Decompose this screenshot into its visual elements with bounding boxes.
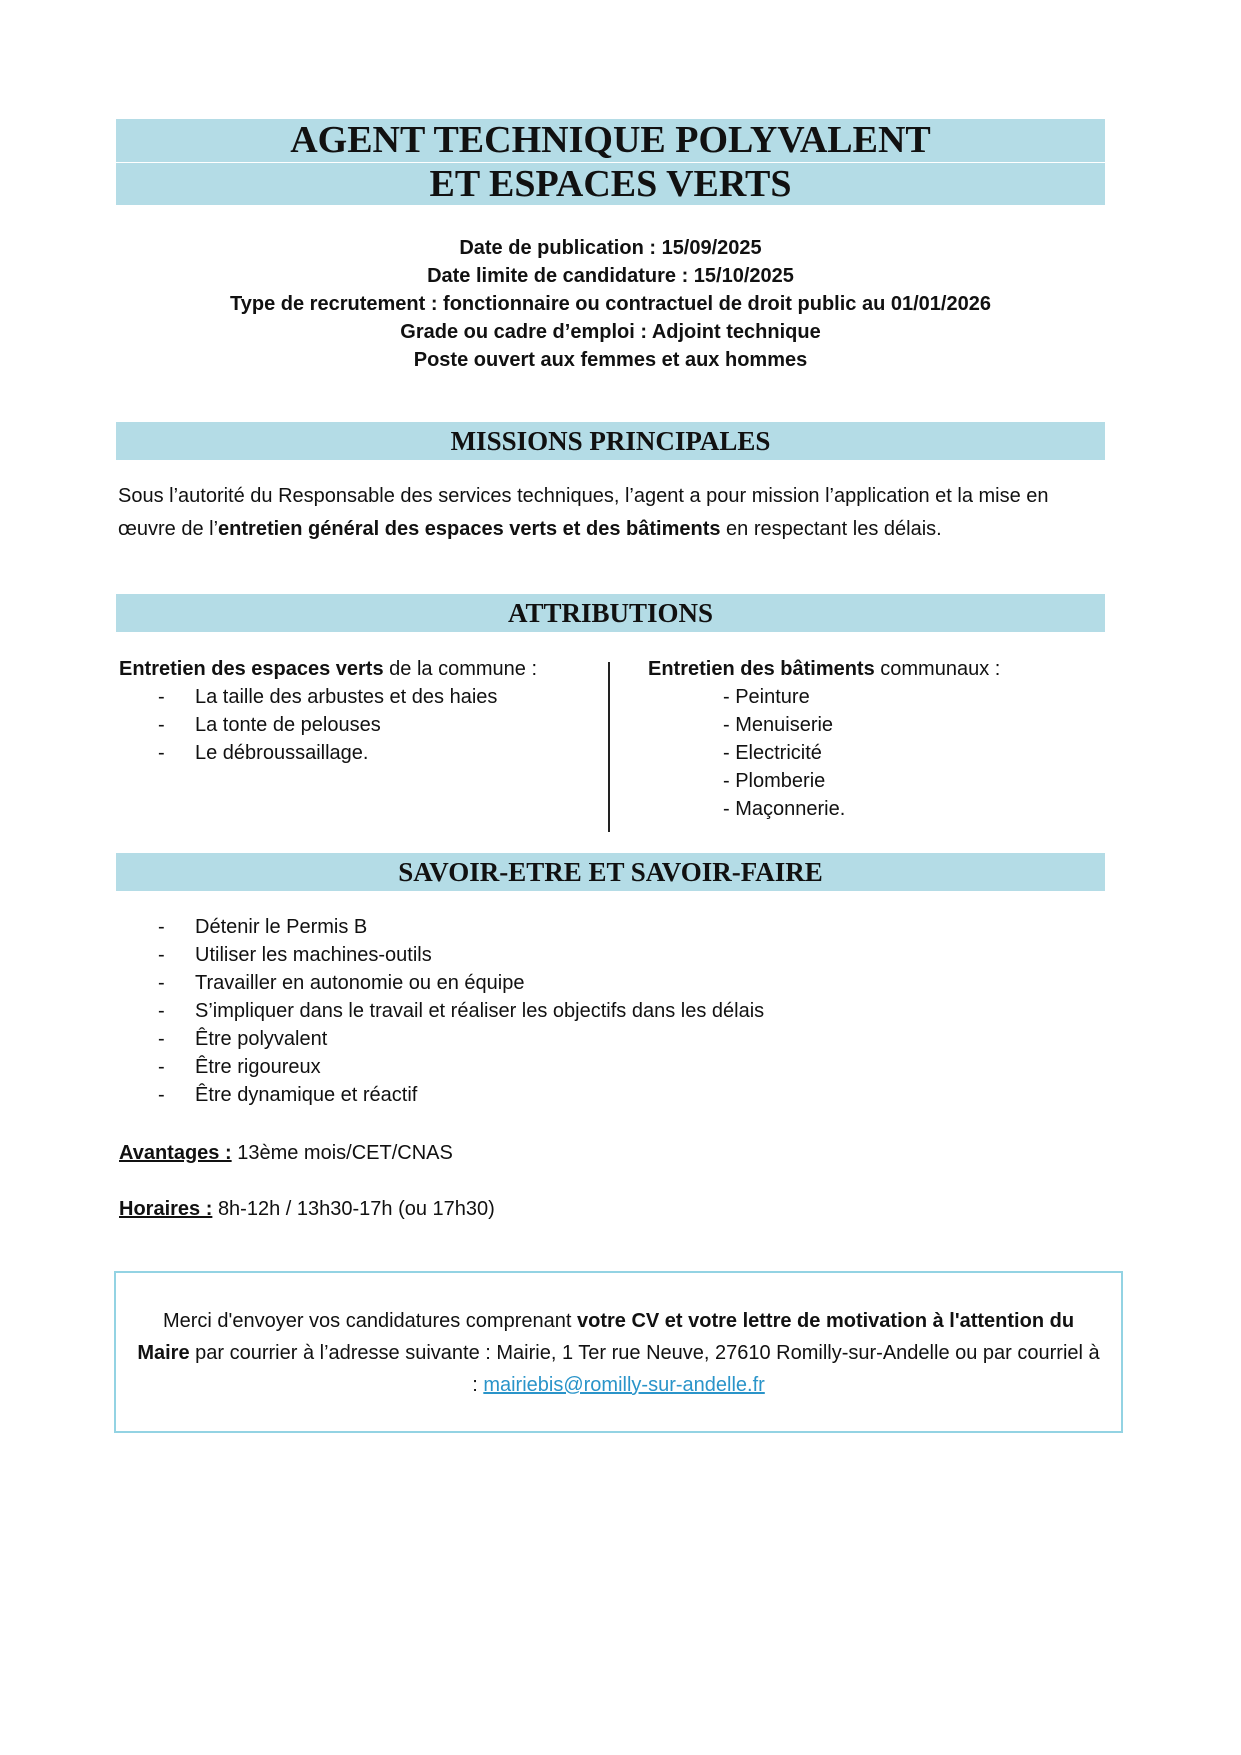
list-item: - La taille des arbustes et des haies	[158, 686, 498, 708]
buildings-column	[648, 655, 1088, 823]
title-line-1: AGENT TECHNIQUE POLYVALENT	[116, 119, 1105, 163]
hours-label: Horaires :	[119, 1198, 213, 1220]
email-link[interactable]: mairiebis@romilly-sur-andelle.fr	[483, 1374, 765, 1396]
list-item: - Être rigoureux	[158, 1056, 321, 1078]
missions-text-bold: entretien général des espaces verts et des bâtiments	[218, 518, 721, 540]
green-spaces-list	[119, 683, 589, 767]
list-item: - Peinture	[723, 686, 810, 708]
list-item: - Détenir le Permis B	[158, 916, 368, 938]
buildings-list	[648, 683, 1088, 823]
list-item: - Menuiserie	[723, 714, 834, 736]
list-item: - La tonte de pelouses	[158, 714, 381, 736]
list-item: - S’impliquer dans le travail et réaliser les objectifs dans les délais	[158, 1000, 765, 1022]
hours-line	[119, 1198, 495, 1221]
green-spaces-title-bold: Entretien des espaces verts	[119, 658, 384, 680]
buildings-title	[648, 655, 1088, 683]
contact-bold: votre CV et votre lettre de motivation à l'attention du Maire	[137, 1310, 1075, 1364]
list-item: - Travailler en autonomie ou en équipe	[158, 972, 525, 994]
publication-date: Date de publication : 15/09/2025	[459, 237, 762, 259]
contact-text	[116, 1305, 1121, 1401]
attributions-heading: ATTRIBUTIONS	[116, 594, 1105, 632]
benefits-label: Avantages :	[119, 1142, 232, 1164]
skills-list	[119, 913, 764, 1109]
column-divider	[608, 662, 610, 832]
list-item: - Maçonnerie.	[723, 798, 846, 820]
buildings-title-bold: Entretien des bâtiments	[648, 658, 875, 680]
missions-heading: MISSIONS PRINCIPALES	[116, 422, 1105, 460]
grade: Grade ou cadre d’emploi : Adjoint technique	[400, 321, 821, 343]
list-item: - Plomberie	[723, 770, 826, 792]
contact-box	[114, 1271, 1123, 1433]
job-meta	[116, 234, 1105, 374]
green-spaces-title-rest: de la commune :	[383, 658, 538, 680]
recruitment-type: Type de recrutement : fonctionnaire ou contractuel de droit public au 01/01/2026	[230, 293, 991, 315]
title-line-2: ET ESPACES VERTS	[429, 163, 792, 205]
list-item: - Le débroussaillage.	[158, 742, 369, 764]
list-item: - Electricité	[723, 742, 822, 764]
benefits-line	[119, 1142, 453, 1165]
hours-value: 8h-12h / 13h30-17h (ou 17h30)	[217, 1198, 495, 1220]
green-spaces-title	[119, 655, 589, 683]
list-item: - Être dynamique et réactif	[158, 1084, 418, 1106]
list-item: - Être polyvalent	[158, 1028, 328, 1050]
missions-text-start: Sous l’autorité du Responsable des services techniques, l’agent a pour mission l’application et la mise en œuvre de l’	[118, 485, 1049, 540]
missions-paragraph	[118, 480, 1108, 546]
contact-intro: Merci d'envoyer vos candidatures comprenant	[162, 1310, 577, 1332]
open-to-all: Poste ouvert aux femmes et aux hommes	[413, 349, 808, 371]
benefits-value: 13ème mois/CET/CNAS	[237, 1142, 453, 1164]
application-deadline: Date limite de candidature : 15/10/2025	[427, 265, 794, 287]
contact-middle: par courrier à l’adresse suivante : Mairie, 1 Ter rue Neuve, 27610 Romilly-sur-Andelle ou par courriel à :	[189, 1342, 1100, 1396]
list-item: - Utiliser les machines-outils	[158, 944, 432, 966]
missions-text-end: en respectant les délais.	[720, 518, 942, 540]
green-spaces-column	[119, 655, 589, 767]
buildings-title-rest: communaux :	[874, 658, 1001, 680]
title-banner	[116, 119, 1105, 205]
skills-heading: SAVOIR-ETRE ET SAVOIR-FAIRE	[116, 853, 1105, 891]
